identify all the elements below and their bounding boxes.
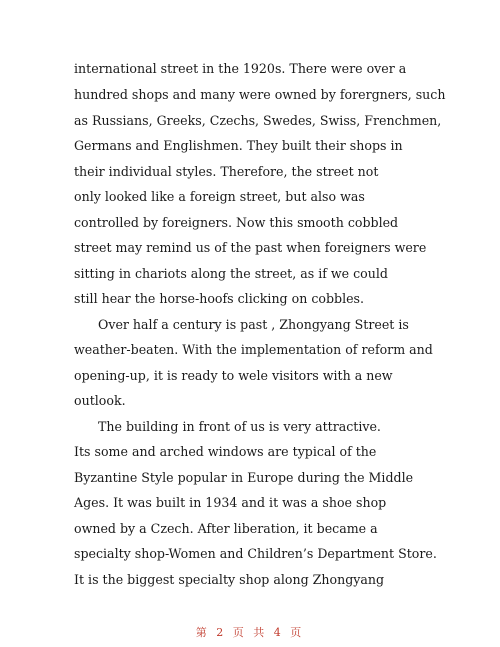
text-line: Its some and arched windows are typical of the xyxy=(74,444,377,459)
text-line: outlook. xyxy=(74,393,126,408)
text-line: international street in the 1920s. There were over a xyxy=(74,61,407,76)
text-line: It is the biggest specialty shop along Zhongyang xyxy=(74,572,385,587)
text-line: their individual styles. Therefore, the street not xyxy=(74,164,379,179)
text-line: Ages. It was built in 1934 and it was a shoe shop xyxy=(74,495,387,510)
text-line: weather-beaten. With the implementation of reform and xyxy=(74,342,433,357)
page-number-footer: 第 2 页 共 4 页 xyxy=(195,626,305,639)
text-line: owned by a Czech. After liberation, it became a xyxy=(74,521,378,536)
text-line: as Russians, Greeks, Czechs, Swedes, Swiss, Frenchmen, xyxy=(74,113,442,128)
paragraph-first-line: Over half a century is past , Zhongyang Street is xyxy=(98,317,409,332)
text-line: Germans and Englishmen. They built their shops in xyxy=(74,138,403,153)
text-line: opening-up, it is ready to wele visitors with a new xyxy=(74,368,393,383)
text-line: sitting in chariots along the street, as if we could xyxy=(74,266,388,281)
text-line: controlled by foreigners. Now this smooth cobbled xyxy=(74,215,399,230)
text-line: still hear the horse-hoofs clicking on cobbles. xyxy=(74,291,365,306)
text-line: only looked like a foreign street, but also was xyxy=(74,189,365,204)
text-line: street may remind us of the past when foreigners were xyxy=(74,240,427,255)
text-line: hundred shops and many were owned by forergners, such xyxy=(74,87,446,102)
text-line: Byzantine Style popular in Europe during the Middle xyxy=(74,470,414,485)
paragraph-first-line: The building in front of us is very attractive. xyxy=(98,419,381,434)
text-line: specialty shop-Women and Children’s Department Store. xyxy=(74,546,437,561)
